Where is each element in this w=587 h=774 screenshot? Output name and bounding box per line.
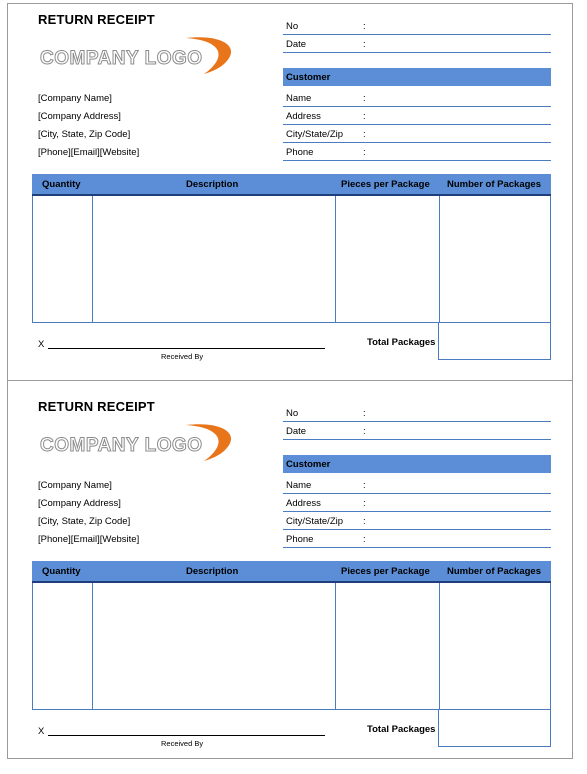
receipt-title: RETURN RECEIPT [38, 12, 155, 27]
colon: : [363, 93, 366, 104]
logo-text: COMPANY LOGO [40, 435, 203, 456]
signature-line[interactable] [48, 348, 325, 349]
no-label: No [286, 21, 299, 32]
customer-phone-label: Phone [286, 534, 314, 545]
signature-x: X [38, 726, 45, 737]
total-packages-label: Total Packages [367, 337, 436, 348]
signature-x: X [38, 339, 45, 350]
colon: : [363, 516, 366, 527]
total-packages-box[interactable] [438, 709, 551, 747]
company-name: [Company Name] [38, 93, 112, 104]
customer-name-label: Name [286, 93, 312, 104]
customer-address-field[interactable] [283, 495, 551, 512]
customer-heading-text: Customer [286, 459, 331, 470]
company-city: [City, State, Zip Code] [38, 129, 131, 140]
column-divider [335, 196, 336, 322]
colon: : [363, 498, 366, 509]
colon: : [363, 21, 366, 32]
date-label: Date [286, 426, 307, 437]
items-table-body[interactable] [32, 196, 551, 323]
customer-heading [283, 455, 551, 473]
colon: : [363, 111, 366, 122]
customer-phone-label: Phone [286, 147, 314, 158]
company-address: [Company Address] [38, 111, 121, 122]
column-divider [439, 196, 440, 322]
customer-city-label: City/State/Zip [286, 516, 344, 527]
items-table-header [32, 561, 551, 583]
date-field[interactable] [283, 36, 551, 53]
customer-name-label: Name [286, 480, 312, 491]
customer-heading-text: Customer [286, 72, 331, 83]
date-label: Date [286, 39, 307, 50]
customer-name-field[interactable] [283, 477, 551, 494]
col-quantity: Quantity [42, 179, 81, 190]
no-label: No [286, 408, 299, 419]
signature-line[interactable] [48, 735, 325, 736]
company-address: [Company Address] [38, 498, 121, 509]
logo-text: COMPANY LOGO [40, 48, 203, 69]
customer-city-field[interactable] [283, 513, 551, 530]
colon: : [363, 480, 366, 491]
received-by-label: Received By [161, 739, 204, 748]
customer-address-label: Address [286, 111, 321, 122]
colon: : [363, 39, 366, 50]
colon: : [363, 426, 366, 437]
total-packages-box[interactable] [438, 322, 551, 360]
company-contact: [Phone][Email][Website] [38, 147, 140, 158]
colon: : [363, 534, 366, 545]
colon: : [363, 408, 366, 419]
company-logo [36, 419, 236, 463]
customer-city-field[interactable] [283, 126, 551, 143]
column-divider [92, 196, 93, 322]
col-quantity: Quantity [42, 566, 81, 577]
receipt-title: RETURN RECEIPT [38, 399, 155, 414]
company-logo [36, 32, 236, 76]
customer-phone-field[interactable] [283, 531, 551, 548]
column-divider [92, 583, 93, 709]
date-field[interactable] [283, 423, 551, 440]
customer-address-field[interactable] [283, 108, 551, 125]
company-city: [City, State, Zip Code] [38, 516, 131, 527]
colon: : [363, 147, 366, 158]
colon: : [363, 129, 366, 140]
company-contact: [Phone][Email][Website] [38, 534, 140, 545]
customer-heading [283, 68, 551, 86]
col-description: Description [186, 179, 239, 190]
receipt-bottom [0, 387, 587, 774]
col-description: Description [186, 566, 239, 577]
customer-address-label: Address [286, 498, 321, 509]
col-packages: Number of Packages [447, 179, 541, 190]
company-name: [Company Name] [38, 480, 112, 491]
column-divider [335, 583, 336, 709]
total-packages-label: Total Packages [367, 724, 436, 735]
customer-name-field[interactable] [283, 90, 551, 107]
items-table-body[interactable] [32, 583, 551, 710]
col-pieces: Pieces per Package [341, 566, 430, 577]
customer-city-label: City/State/Zip [286, 129, 344, 140]
no-field[interactable] [283, 405, 551, 422]
received-by-label: Received By [161, 352, 204, 361]
items-table-header [32, 174, 551, 196]
col-pieces: Pieces per Package [341, 179, 430, 190]
col-packages: Number of Packages [447, 566, 541, 577]
no-field[interactable] [283, 18, 551, 35]
column-divider [439, 583, 440, 709]
customer-phone-field[interactable] [283, 144, 551, 161]
